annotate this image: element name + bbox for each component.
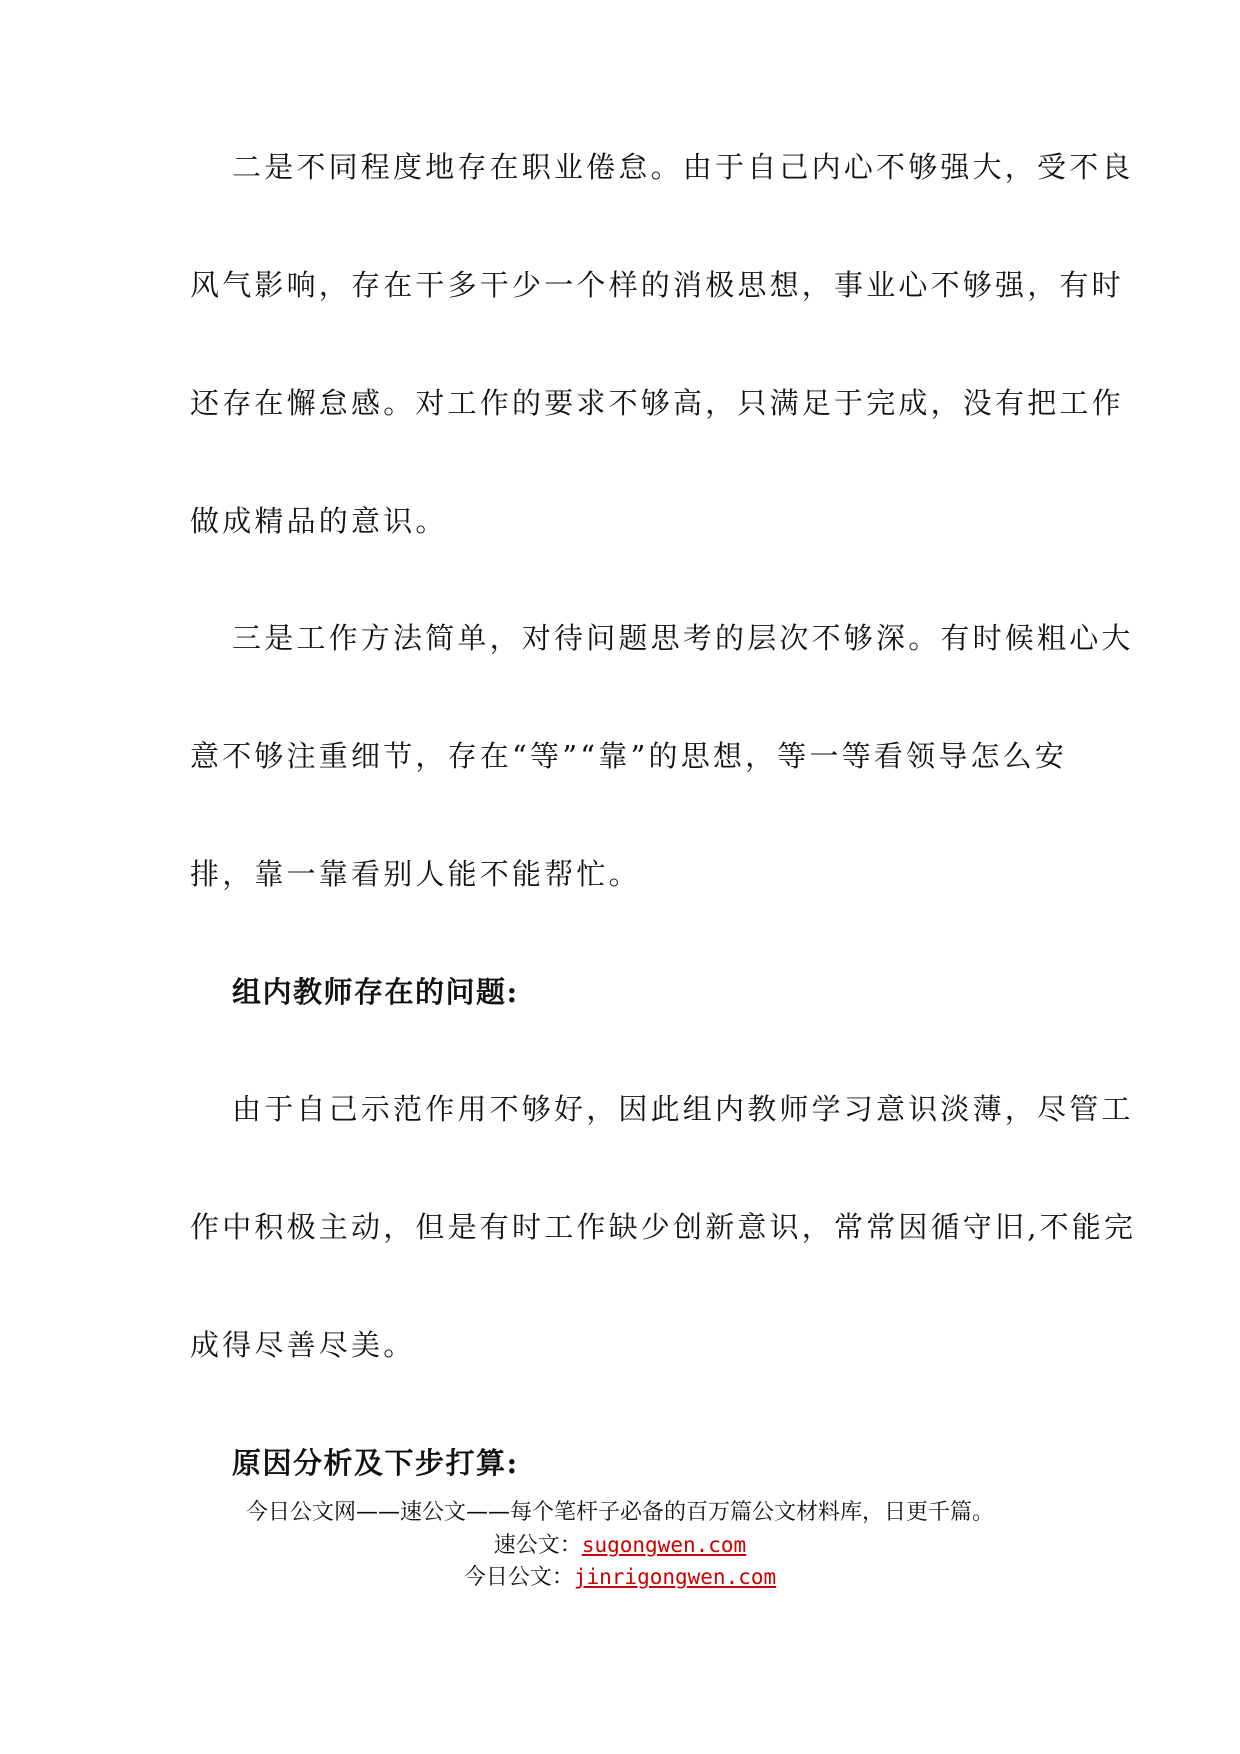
paragraph-line: 意不够注重细节，存在“等”“靠”的思想，等一等看领导怎么安 (190, 739, 1068, 773)
paragraph-line: 成得尽善尽美。 (190, 1328, 416, 1362)
footer-sugong-link[interactable]: sugongwen.com (581, 1533, 747, 1557)
paragraph-line: 二是不同程度地存在职业倦怠。由于自己内心不够强大，受不良 (232, 150, 1134, 184)
footer-sugong-line (0, 1530, 1240, 1561)
footer-jinri-line (0, 1562, 1240, 1593)
paragraph-line: 排，靠一靠看别人能不能帮忙。 (190, 857, 641, 891)
section-heading-analysis: 原因分析及下步打算: (232, 1446, 519, 1480)
paragraph-line: 做成精品的意识。 (190, 504, 448, 538)
paragraph-line: 由于自己示范作用不够好，因此组内教师学习意识淡薄，尽管工 (232, 1092, 1134, 1126)
section-heading-teachers: 组内教师存在的问题: (232, 975, 519, 1009)
paragraph-line: 三是工作方法简单，对待问题思考的层次不够深。有时候粗心大 (232, 621, 1134, 655)
paragraph-line: 还存在懈怠感。对工作的要求不够高，只满足于完成，没有把工作 (190, 386, 1124, 420)
footer-jinri-link[interactable]: jinrigongwen.com (573, 1565, 777, 1589)
paragraph-line: 风气影响，存在干多干少一个样的消极思想，事业心不够强，有时 (190, 268, 1124, 302)
footer-sugong-label: 速公文： (493, 1533, 582, 1558)
paragraph-line: 作中积极主动，但是有时工作缺少创新意识，常常因循守旧,不能完 (190, 1210, 1137, 1244)
footer-jinri-label: 今日公文： (463, 1565, 574, 1590)
footer-tagline: 今日公文网——速公文——每个笔杆子必备的百万篇公文材料库，日更千篇。 (245, 1500, 994, 1525)
